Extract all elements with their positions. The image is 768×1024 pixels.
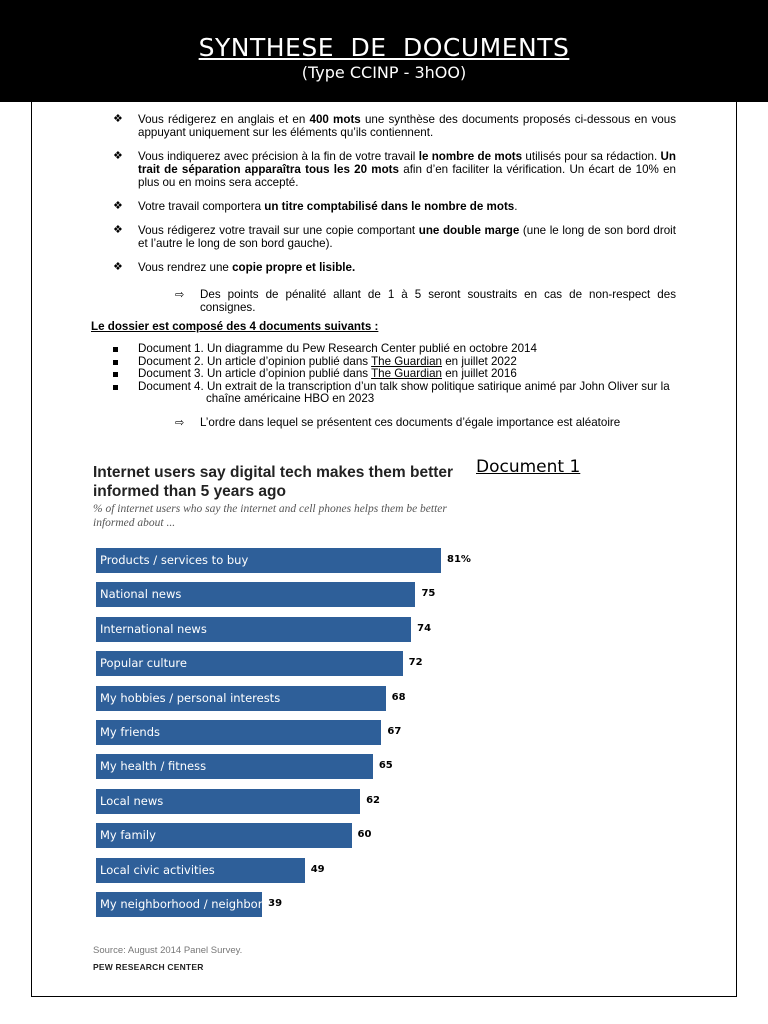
bar-value-label: 81%: [447, 554, 471, 565]
bar-category-label: Local news: [100, 793, 164, 808]
instruction-item: ❖ Vous indiquerez avec précision à la fin de votre travail le nombre de mots utilisés pour sa rédaction. Un trait de séparation apparaîtra tous les 20 mots afin d’en faciliter la vérification. Un écart de 10% en plus ou en moins sera accepté.: [113, 150, 676, 189]
bar-value-label: 60: [357, 829, 372, 841]
instruction-item: ❖ Vous rédigerez votre travail sur une copie comportant une double marge (une le long de son bord droit et l’autre le long de son bord gauche).: [113, 224, 676, 250]
bar: [96, 754, 373, 779]
bar-category-label: Popular culture: [100, 656, 187, 671]
penalty-note: ⇨ Des points de pénalité allant de 1 à 5 seront soustraits en cas de non-respect des consignes.: [175, 288, 676, 314]
header-banner: [0, 0, 768, 102]
bar-category-label: International news: [100, 621, 207, 636]
bar: [96, 858, 305, 883]
square-bullet-icon: [113, 360, 118, 365]
bar: [96, 892, 269, 917]
bar-value-label: 65: [378, 760, 393, 772]
document-label: Document 1: [476, 457, 581, 477]
square-bullet-icon: [113, 385, 118, 390]
square-bullet-icon: [113, 347, 118, 352]
bar: [96, 617, 411, 642]
bar-value-label: 68: [391, 691, 406, 703]
bar-value-label: 49: [310, 863, 325, 875]
diamond-bullet-icon: ❖: [113, 261, 123, 273]
bar: [96, 686, 386, 711]
list-item: Document 4. Un extrait de la transcription d’un talk show politique satirique animé par John Oliver sur la chaîne américaine HBO en 2023: [113, 381, 683, 406]
square-bullet-icon: [113, 372, 118, 377]
list-item: Document 2. Un article d’opinion publié dans The Guardian en juillet 2022: [113, 356, 683, 369]
bar-category-label: My hobbies / personal interests: [100, 690, 281, 705]
order-note: ⇨ L’ordre dans lequel se présentent ces documents d’égale importance est aléatoire: [175, 415, 621, 429]
bar-category-label: Products / services to buy: [100, 553, 249, 567]
chart-title: Internet users say digital tech makes them better informed than 5 years ago: [93, 464, 454, 500]
bar-value-label: 74: [417, 622, 432, 634]
bar: [96, 548, 441, 573]
bar: [96, 720, 381, 745]
bar-value-label: 62: [366, 794, 380, 806]
page-title: SYNTHESE DE DOCUMENTS: [198, 33, 570, 62]
dossier-heading: Le dossier est composé des 4 documents suivants :: [91, 320, 379, 333]
diamond-bullet-icon: ❖: [113, 224, 123, 236]
list-item: Document 1. Un diagramme du Pew Research Center publié en octobre 2014: [113, 343, 683, 356]
page-subtitle: (Type CCINP - 3hOO): [301, 63, 467, 82]
bar: [96, 651, 403, 676]
diamond-bullet-icon: ❖: [113, 113, 123, 125]
documents-list: [113, 343, 683, 430]
chart-subtitle: % of internet users who say the internet and cell phones helps them be better informed about ...: [93, 503, 447, 529]
bar-category-label: Local civic activities: [100, 862, 215, 877]
bar: [96, 823, 352, 848]
bar-value-label: 75: [421, 588, 436, 600]
bar-value-label: 72: [408, 657, 423, 669]
bar-category-label: My neighborhood / neighbors: [100, 897, 269, 911]
instruction-item: ❖ Vous rédigerez en anglais et en 400 mots une synthèse des documents proposés ci-dessous en vous appuyant uniquement sur les éléments qu’ils contiennent.: [113, 113, 676, 139]
chart-organization: PEW RESEARCH CENTER: [93, 962, 204, 972]
arrow-right-icon: ⇨: [175, 288, 185, 301]
bar-category-label: My friends: [100, 725, 161, 739]
list-item: Document 3. Un article d’opinion publié dans The Guardian en juillet 2016: [113, 368, 683, 381]
instruction-item: ❖ Votre travail comportera un titre comptabilisé dans le nombre de mots.: [113, 200, 518, 213]
bar-category-label: My health / fitness: [100, 759, 207, 774]
bar: [96, 582, 415, 607]
instruction-item: ❖ Vous rendrez une copie propre et lisible.: [113, 261, 356, 274]
bar-category-label: National news: [100, 587, 182, 602]
arrow-right-icon: ⇨: [175, 415, 185, 429]
bar-value-label: 67: [387, 726, 402, 737]
bar-value-label: 39: [268, 898, 283, 909]
bar-category-label: My family: [100, 828, 156, 843]
bar: [96, 789, 360, 814]
diamond-bullet-icon: ❖: [113, 150, 123, 162]
instructions-list: [113, 113, 676, 314]
diamond-bullet-icon: ❖: [113, 200, 123, 212]
chart-source: Source: August 2014 Panel Survey.: [93, 945, 243, 956]
